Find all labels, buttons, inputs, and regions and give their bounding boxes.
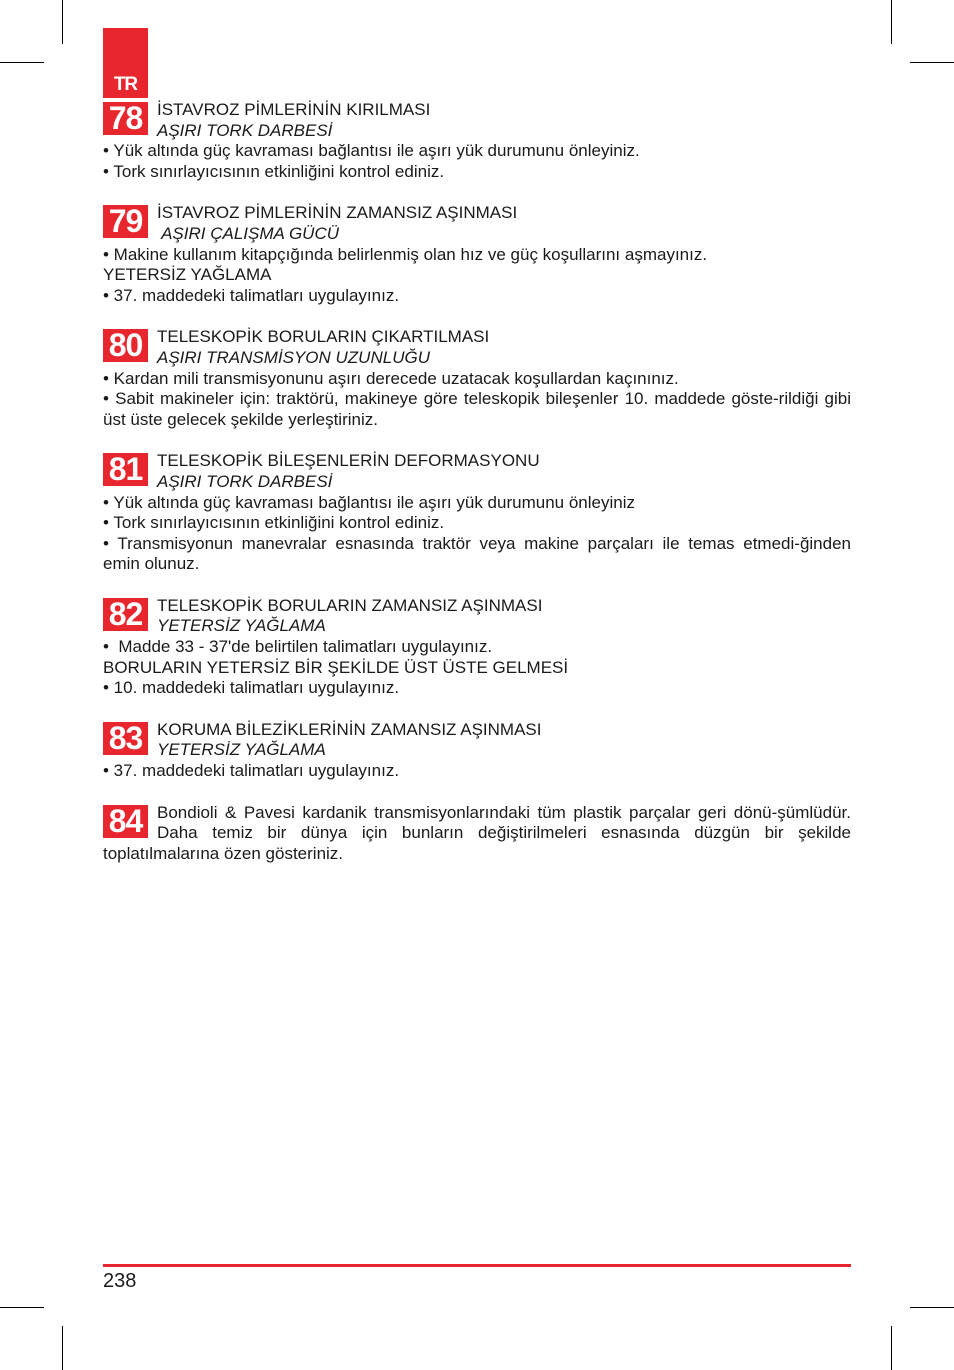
section-84 bbox=[103, 803, 851, 865]
section-number: 78 bbox=[103, 102, 148, 135]
section-title: İSTAVROZ PİMLERİNİN KIRILMASI bbox=[157, 100, 431, 119]
remedy-line: • 37. maddedeki talimatları uygulayınız. bbox=[103, 285, 400, 305]
crop-mark bbox=[891, 0, 892, 44]
cause-line: YETERSİZ YAĞLAMA bbox=[103, 265, 272, 285]
remedy-line: • Yük altında güç kavraması bağlantısı ile aşırı yük durumunu önleyiniz bbox=[103, 492, 635, 512]
crop-mark bbox=[891, 1326, 892, 1370]
section-title: TELESKOPİK BORULARIN ÇIKARTILMASI bbox=[157, 327, 490, 347]
crop-mark bbox=[0, 1307, 44, 1308]
section-number: 80 bbox=[103, 329, 148, 362]
remedy-line: • Tork sınırlayıcısının etkinliğini kontrol ediniz. bbox=[103, 513, 445, 533]
section-cause: YETERSİZ YAĞLAMA bbox=[157, 740, 326, 760]
section-title: KORUMA BİLEZİKLERİNİN ZAMANSIZ AŞINMASI bbox=[157, 719, 542, 739]
remedy-line: • 10. maddedeki talimatları uygulayınız. bbox=[103, 678, 400, 698]
language-tab: TR bbox=[103, 28, 148, 98]
section-number: 82 bbox=[103, 598, 148, 631]
section-78 bbox=[103, 100, 851, 182]
crop-mark bbox=[910, 1307, 954, 1308]
recycling-note: Bondioli & Pavesi kardanik transmisyonlarındaki tüm plastik parçalar geri dönü-şümlüdür. Daha temiz bir dünya için bunların değiştirilmeleri esnasında düzgün bir şekilde toplatılmalarına özen gösteriniz. bbox=[103, 802, 851, 863]
section-82 bbox=[103, 596, 851, 699]
footer-rule bbox=[103, 1264, 851, 1267]
section-81 bbox=[103, 451, 851, 575]
crop-mark bbox=[62, 0, 63, 44]
remedy-line: • Kardan mili transmisyonunu aşırı derecede uzatacak koşullardan kaçınınız. bbox=[103, 368, 679, 388]
section-79 bbox=[103, 203, 851, 306]
crop-mark bbox=[0, 62, 44, 63]
section-number: 79 bbox=[103, 205, 148, 238]
section-number: 84 bbox=[103, 805, 148, 838]
cause-line: BORULARIN YETERSİZ BİR ŞEKİLDE ÜST ÜSTE GELMESİ bbox=[103, 657, 569, 677]
crop-mark bbox=[62, 1326, 63, 1370]
section-number: 83 bbox=[103, 722, 148, 755]
section-cause: AŞIRI TRANSMİSYON UZUNLUĞU bbox=[157, 347, 430, 367]
section-cause: AŞIRI ÇALIŞMA GÜCÜ bbox=[157, 223, 339, 243]
section-number: 81 bbox=[103, 453, 148, 486]
section-cause: YETERSİZ YAĞLAMA bbox=[157, 616, 326, 636]
remedy-line: • Yük altında güç kavraması bağlantısı ile aşırı yük durumunu önleyiniz. bbox=[103, 141, 640, 161]
section-title: TELESKOPİK BİLEŞENLERİN DEFORMASYONU bbox=[157, 451, 540, 471]
section-cause: AŞIRI TORK DARBESİ bbox=[157, 471, 333, 491]
remedy-line: • Sabit makineler için: traktörü, makineye göre teleskopik bileşenler 10. maddede göste-rildiği gibi üst üste gelecek şekilde yerleştiriniz. bbox=[103, 389, 851, 429]
section-83 bbox=[103, 720, 851, 782]
remedy-line: • Tork sınırlayıcısının etkinliğini kontrol ediniz. bbox=[103, 161, 445, 181]
section-title: İSTAVROZ PİMLERİNİN ZAMANSIZ AŞINMASI bbox=[157, 203, 518, 223]
remedy-line: • Madde 33 - 37'de belirtilen talimatları uygulayınız. bbox=[103, 637, 493, 657]
remedy-line: • Transmisyonun manevralar esnasında traktör veya makine parçaları ile temas etmedi-ğinden emin olunuz. bbox=[103, 533, 851, 574]
crop-mark bbox=[910, 62, 954, 63]
remedy-line: • Makine kullanım kitapçığında belirlenmiş olan hız ve güç koşullarını aşmayınız. bbox=[103, 244, 708, 264]
remedy-line: • 37. maddedeki talimatları uygulayınız. bbox=[103, 761, 400, 781]
page-number: 238 bbox=[103, 1270, 137, 1292]
section-title: TELESKOPİK BORULARIN ZAMANSIZ AŞINMASI bbox=[157, 595, 543, 615]
troubleshooting-list bbox=[103, 100, 851, 885]
section-80 bbox=[103, 327, 851, 430]
section-cause: AŞIRI TORK DARBESİ bbox=[157, 120, 333, 140]
